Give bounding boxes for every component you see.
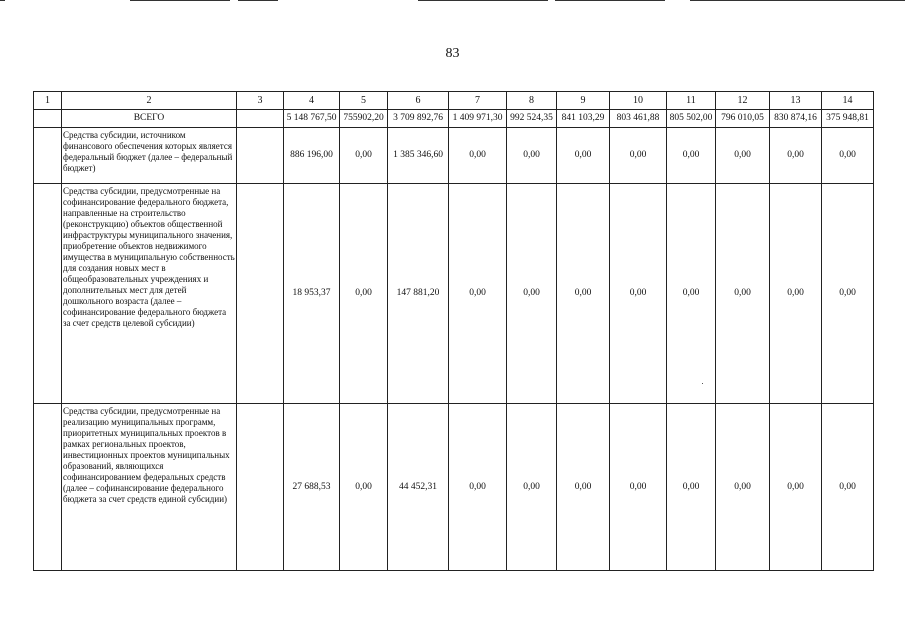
row-description: Средства субсидии, источником финансового обеспечения которых является федеральный бюджет (далее – федеральный бюджет) [62,128,237,184]
row-value: 0,00 [716,128,770,184]
row-value: 0,00 [449,128,507,184]
row-value: 0,00 [340,184,388,404]
table-cell [34,404,62,571]
scan-edge-line [690,0,905,1]
budget-table [33,91,874,571]
row-value: 0,00 [770,404,822,571]
scan-edge-line [238,0,278,1]
row-description: Средства субсидии, предусмотренные на софинансирование федерального бюджета, направленные на строительство (реконструкцию) объектов общественной инфраструктуры муниципального значения, приобретение объектов недвижимого имущества в муниципальную собственность для создания новых мест в общеобразовательных учреждениях и дополнительных мест для детей дошкольного возраста (далее – софинансирование федерального бюджета за счет средств целевой субсидии) [62,184,237,404]
table-row [34,128,874,184]
total-value: 1 409 971,30 [449,110,507,128]
row-value: 0,00 [507,128,557,184]
row-value: 18 953,37 [284,184,340,404]
column-header: 9 [557,92,610,110]
total-value: 755902,20 [340,110,388,128]
column-header: 10 [610,92,667,110]
row-value: 0,00 [610,128,667,184]
row-value: 0,00 [507,184,557,404]
total-value: 5 148 767,50 [284,110,340,128]
column-header: 14 [822,92,874,110]
table-cell [237,110,284,128]
total-label: ВСЕГО [62,110,237,128]
total-value: 830 874,16 [770,110,822,128]
scan-edge-line [130,0,230,1]
column-header: 11 [667,92,716,110]
table-row [34,184,874,404]
column-header: 3 [237,92,284,110]
column-header: 7 [449,92,507,110]
row-value: 0,00 [449,404,507,571]
table-cell [237,128,284,184]
table-cell [237,404,284,571]
total-value: 803 461,88 [610,110,667,128]
row-value: 0,00 [667,128,716,184]
row-value: 0,00 [610,404,667,571]
row-value: 0,00 [340,128,388,184]
column-header: 2 [62,92,237,110]
column-header: 13 [770,92,822,110]
row-value: 0,00 [557,184,610,404]
row-value: 147 881,20 [388,184,449,404]
column-header: 5 [340,92,388,110]
total-row [34,110,874,128]
scan-edge-line [418,0,548,1]
column-header: 8 [507,92,557,110]
table-cell [34,110,62,128]
row-value: 1 385 346,60 [388,128,449,184]
row-description: Средства субсидии, предусмотренные на реализацию муниципальных программ, приоритетных муниципальных проектов в рамках региональных проектов, инвестиционных проектов муниципальных образований, являющихся софинансированием федеральных средств (далее – софинансирование федерального бюджета за счет средств единой субсидии) [62,404,237,571]
total-value: 841 103,29 [557,110,610,128]
row-value: 0,00 [822,184,874,404]
scan-edge-line [0,0,5,1]
row-value: 0,00 [610,184,667,404]
row-value: 0,00 [667,184,716,404]
column-number-row [34,92,874,110]
total-value: 992 524,35 [507,110,557,128]
row-value: 0,00 [770,128,822,184]
row-value: 0,00 [557,128,610,184]
row-value: 27 688,53 [284,404,340,571]
row-value: 0,00 [716,404,770,571]
row-value: 0,00 [507,404,557,571]
row-value: 886 196,00 [284,128,340,184]
table-cell [34,128,62,184]
scan-speck [702,383,703,384]
row-value: 0,00 [340,404,388,571]
row-value: 0,00 [822,128,874,184]
total-value: 805 502,00 [667,110,716,128]
page-number: 83 [445,46,460,61]
column-header: 4 [284,92,340,110]
total-value: 3 709 892,76 [388,110,449,128]
row-value: 0,00 [449,184,507,404]
scan-edge-line [555,0,665,1]
row-value: 0,00 [667,404,716,571]
total-value: 796 010,05 [716,110,770,128]
column-header: 6 [388,92,449,110]
row-value: 0,00 [822,404,874,571]
table-row [34,404,874,571]
column-header: 12 [716,92,770,110]
table-cell [237,184,284,404]
row-value: 0,00 [716,184,770,404]
table-cell [34,184,62,404]
total-value: 375 948,81 [822,110,874,128]
row-value: 0,00 [557,404,610,571]
row-value: 44 452,31 [388,404,449,571]
column-header: 1 [34,92,62,110]
row-value: 0,00 [770,184,822,404]
